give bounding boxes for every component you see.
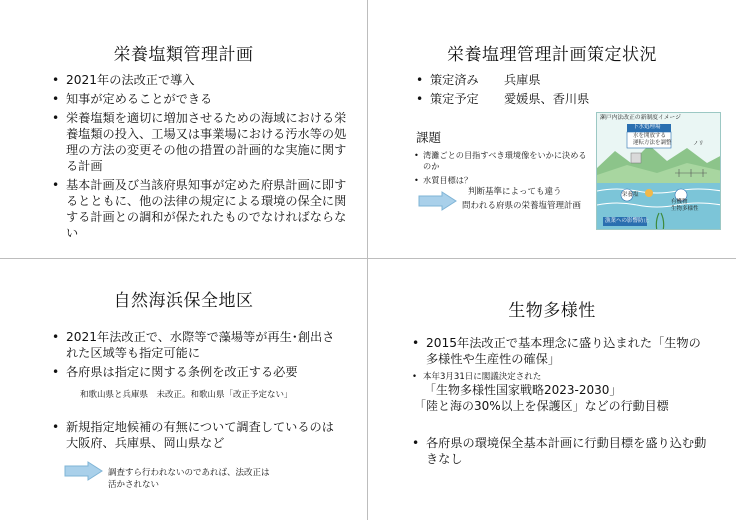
illustration-label: 下水処理場: [633, 124, 661, 130]
bullet-item: • 各府県は指定に関する条例を改正する必要: [52, 365, 298, 379]
bullet-list: [50, 329, 340, 383]
illustration-label: 水を開放する: [633, 133, 667, 139]
bullet-item: • 2015年法改正で基本理念に盛り込まれた「生物の多様性や生産性の確保」: [412, 336, 701, 366]
status-list: [414, 72, 644, 110]
strategy-name: 「生物多様性国家戦略2023-2030」: [424, 383, 622, 397]
bullet-dot-icon: •: [414, 150, 419, 160]
issues-heading: 課題: [416, 130, 442, 145]
bullet-dot-icon: •: [412, 336, 420, 350]
bullet-item: • 基本計画及び当該府県知事が定めた府県計画に即するとともに、他の法律の規定による環境の保全に関する計画との調和が保たれたものでなければならない: [52, 178, 347, 240]
status-item: • 策定済み 兵庫県: [416, 73, 541, 87]
arrow-note: 調査すら行われないのであれば、法改正は: [108, 468, 270, 478]
bullet-item: • 栄養塩類を適切に増加させるための海域における栄養塩類の投入、工場又は事業場における汚水等の処理の方法の変更その他の措置の計画的な実施に関する計画: [52, 111, 347, 173]
bullet-list: [50, 419, 340, 454]
new-system-illustration: [596, 112, 721, 230]
illustration-label: 栄養塩: [622, 192, 639, 198]
bullet-dot-icon: •: [414, 175, 419, 185]
bullet-dot-icon: •: [52, 92, 60, 106]
bullet-dot-icon: •: [412, 372, 418, 382]
bullet-dot-icon: •: [52, 178, 60, 192]
illustration-label: ノリ: [693, 141, 704, 147]
illustration-label: 有機物: [671, 199, 688, 205]
slide-biodiversity: [368, 259, 736, 520]
arrow-note: 問われる府県の栄養塩管理計画: [462, 201, 582, 211]
issue-item: • 湾灘ごとの目指すべき環境像をいかに決めるのか: [414, 150, 587, 171]
bullet-dot-icon: •: [416, 73, 424, 87]
slide-title: 生物多様性: [508, 301, 596, 321]
bullet-dot-icon: •: [416, 92, 424, 106]
illustration-label: 生物多様性: [671, 206, 699, 212]
bullet-dot-icon: •: [412, 436, 420, 450]
issue-item: • 水質目標は？: [414, 175, 473, 185]
sub-note: 和歌山県と兵庫県 未改正。和歌山県「改正予定ない」: [80, 390, 293, 400]
slide-nutrient-management-plan: [0, 0, 367, 258]
arrow-note: 判断基準によっても違う: [468, 187, 562, 197]
bullet-dot-icon: •: [52, 330, 60, 344]
arrow-note: 活かされない: [108, 480, 160, 490]
illustration-caption: 瀬戸内法改正の新制度イメージ: [600, 115, 681, 121]
bullet-list: [410, 335, 710, 370]
bullet-dot-icon: •: [52, 365, 60, 379]
slide-title: 栄養塩類管理計画: [113, 45, 254, 65]
bullet-dot-icon: •: [52, 420, 60, 434]
illustration-label: 運転方法を調整: [633, 140, 672, 146]
bullet-list: [410, 435, 710, 470]
bullet-item: • 各府県の環境保全基本計画に行動目標を盛り込む動きなし: [412, 436, 707, 466]
action-target: 「陸と海の30%以上を保護区」などの行動目標: [414, 399, 669, 413]
bullet-list: [50, 72, 350, 244]
bullet-item-small: • 本年3月31日に閣議決定された: [412, 372, 542, 382]
status-item: • 策定予定 愛媛県、香川県: [416, 92, 590, 106]
slide-plan-status: [368, 0, 736, 258]
issues-list: [414, 150, 594, 189]
bullet-item: • 知事が定めることができる: [52, 92, 213, 106]
bullet-item: • 新規指定地候補の有無について調査しているのは大阪府、兵庫県、岡山県など: [52, 420, 334, 450]
bullet-item: • 2021年法改正で、水際等で藻場等が再生･創出された区域等も指定可能に: [52, 330, 335, 360]
slide-title: 栄養塩理管理計画策定状況: [447, 45, 657, 65]
bullet-item: • 2021年の法改正で導入: [52, 73, 195, 87]
illustration-label: 漁業への影響防止: [605, 218, 650, 224]
slide-title: 自然海浜保全地区: [113, 291, 254, 311]
bullet-dot-icon: •: [52, 73, 60, 87]
slide-natural-beach-conservation: [0, 259, 367, 520]
bullet-dot-icon: •: [52, 111, 60, 125]
right-arrow-icon: [418, 191, 458, 211]
right-arrow-icon: [64, 461, 104, 481]
